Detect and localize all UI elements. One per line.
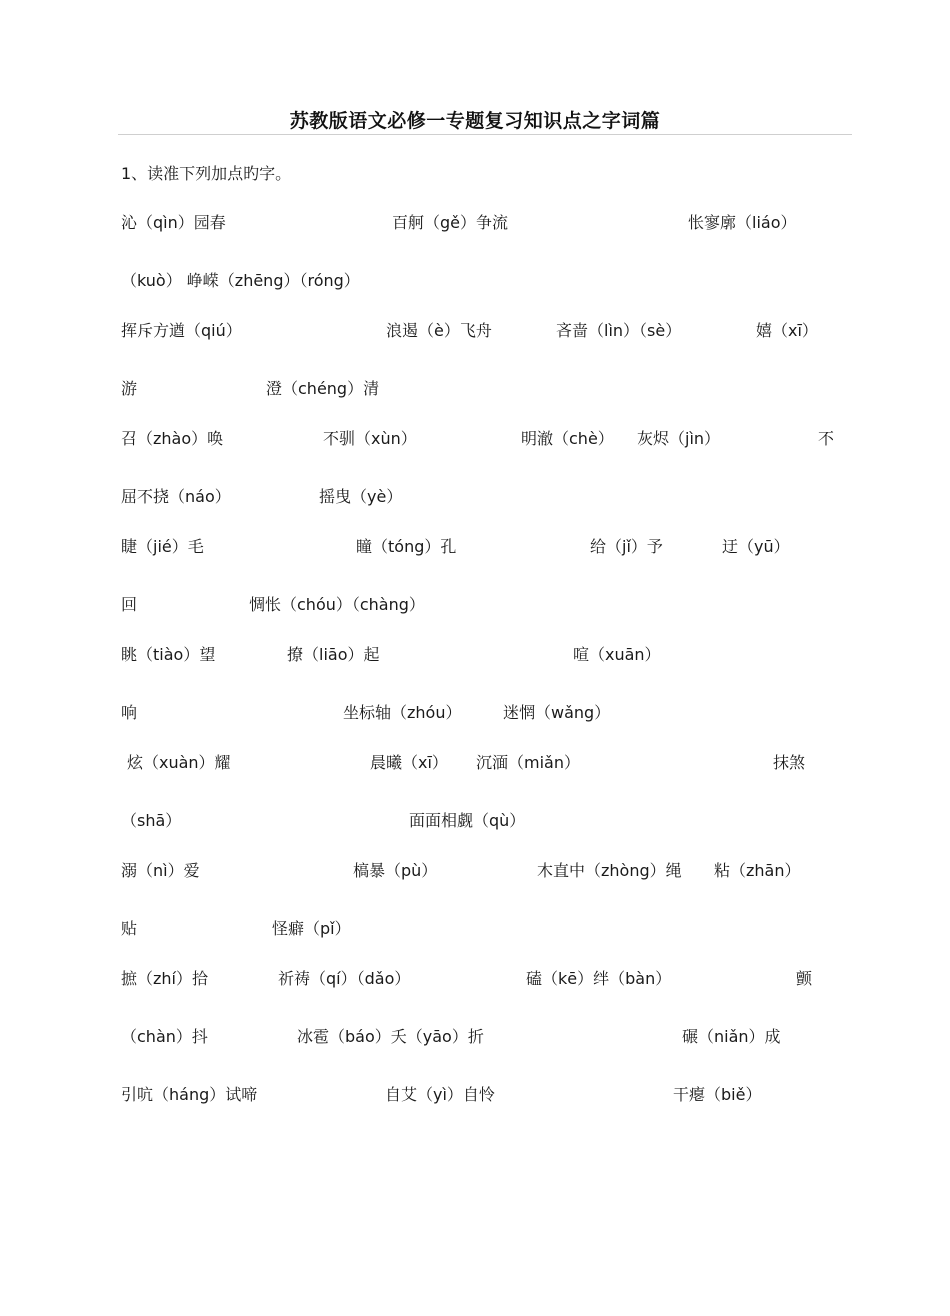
vocab-item: 灰烬（jìn）	[637, 429, 721, 448]
vocab-item: 槁暴（pù）	[353, 861, 438, 880]
vocab-item: 不	[818, 429, 835, 448]
vocab-item: 溺（nì）爱	[121, 861, 200, 880]
vocab-item: 惆怅（chóu）（chàng）	[249, 595, 425, 614]
vocab-item: 摇曳（yè）	[319, 487, 403, 506]
vocab-item: 百舸（gě）争流	[392, 213, 509, 232]
vocab-item: 召（zhào）唤	[121, 429, 224, 448]
vocab-item: 游	[121, 379, 138, 398]
vocab-item: 木直中（zhòng）绳	[537, 861, 682, 880]
vocab-item: 贴	[121, 919, 138, 938]
vocab-item: 浪遏（è）飞舟	[386, 321, 492, 340]
vocab-item: 怅寥廓（liáo）	[688, 213, 797, 232]
vocab-item: （kuò） 峥嵘（zhēng）（róng）	[121, 271, 360, 290]
vocab-item: 回	[121, 595, 138, 614]
vocab-item: 粘（zhān）	[714, 861, 801, 880]
page-title: 苏教版语文必修一专题复习知识点之字词篇	[289, 110, 661, 132]
vocab-item: 坐标轴（zhóu）	[343, 703, 462, 722]
vocab-item: 面面相觑（qù）	[409, 811, 526, 830]
vocab-item: 干瘪（biě）	[673, 1085, 762, 1104]
vocab-item: 迷惘（wǎng）	[503, 703, 611, 722]
vocab-item: 喧（xuān）	[573, 645, 661, 664]
vocab-item: 睫（jié）毛	[121, 537, 204, 556]
vocab-item: 怪癖（pǐ）	[272, 919, 351, 938]
vocab-item: 瞳（tóng）孔	[356, 537, 457, 556]
section-heading: 1、读准下列加点旳字。	[121, 164, 292, 183]
vocab-item: 嬉（xī）	[756, 321, 818, 340]
vocab-item: 给（jǐ）予	[590, 537, 663, 556]
vocab-item: 眺（tiào）望	[121, 645, 216, 664]
vocab-item: （chàn）抖	[121, 1027, 208, 1046]
vocab-item: 摭（zhí）拾	[121, 969, 208, 988]
vocab-item: 撩（liāo）起	[287, 645, 380, 664]
vocab-item: 引吭（háng）试啼	[121, 1085, 258, 1104]
vocab-item: 抹煞	[773, 753, 806, 772]
vocab-item: 祈祷（qí）（dǎo）	[278, 969, 411, 988]
vocab-item: 磕（kē）绊（bàn）	[526, 969, 672, 988]
vocab-item: 碾（niǎn）成	[682, 1027, 781, 1046]
title-underline	[118, 134, 852, 135]
vocab-item: 屈不挠（náo）	[121, 487, 231, 506]
vocab-item: 明澈（chè）	[521, 429, 614, 448]
vocab-item: 吝啬（lìn）（sè）	[556, 321, 682, 340]
vocab-item: 晨曦（xī）	[370, 753, 448, 772]
vocab-item: 澄（chéng）清	[266, 379, 380, 398]
vocab-item: 炫（xuàn）耀	[127, 753, 231, 772]
vocab-item: 颤	[796, 969, 813, 988]
vocab-item: 自艾（yì）自怜	[385, 1085, 495, 1104]
vocab-item: 冰雹（báo）夭（yāo）折	[297, 1027, 484, 1046]
vocab-item: 响	[121, 703, 138, 722]
vocab-item: 不驯（xùn）	[323, 429, 417, 448]
vocab-item: （shā）	[121, 811, 182, 830]
vocab-item: 挥斥方遒（qiú）	[121, 321, 242, 340]
vocab-item: 沁（qìn）园春	[121, 213, 226, 232]
vocab-item: 沉湎（miǎn）	[476, 753, 580, 772]
vocab-item: 迂（yū）	[722, 537, 790, 556]
